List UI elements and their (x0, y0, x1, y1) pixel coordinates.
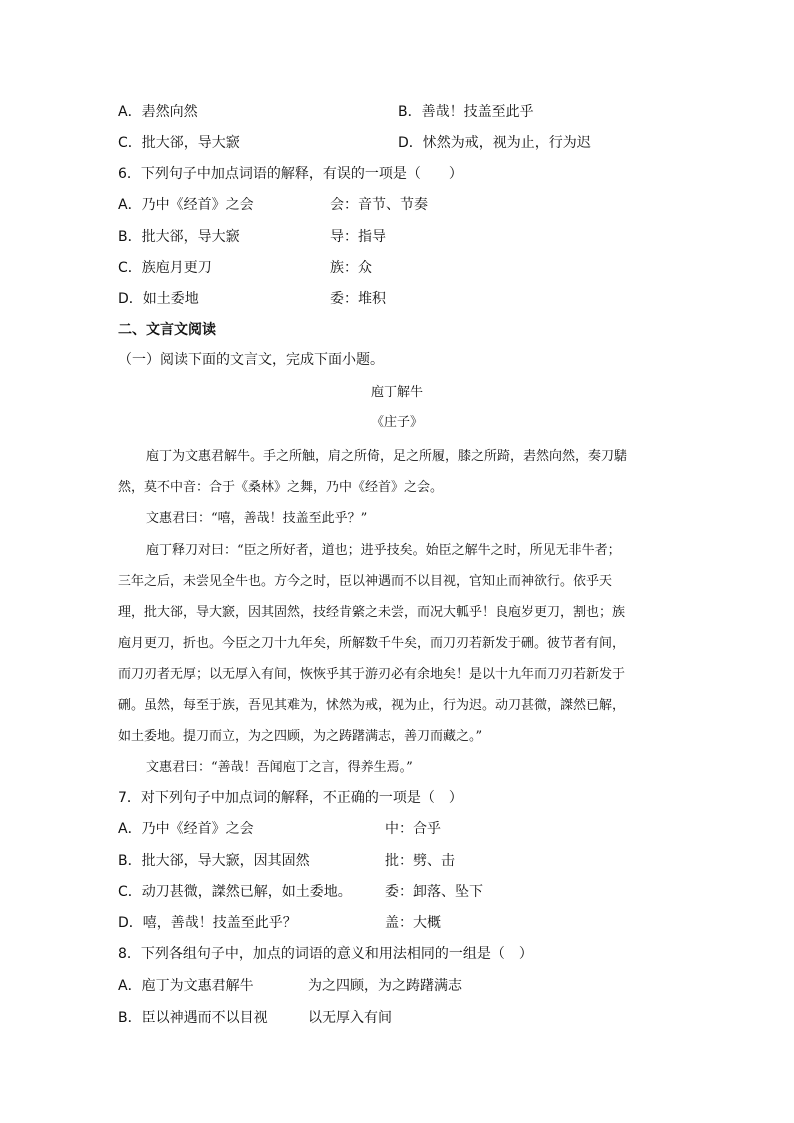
q7-option-b-gloss: 批：劈、击 (385, 853, 455, 869)
passage-line: 三年之后，未尝见全牛也。方今之时，臣以神遇而不以目视，官知止而神欲行。依乎天 (118, 574, 613, 589)
passage-line: 庖丁为文惠君解牛。手之所触，肩之所倚，足之所履，膝之所踦，砉然向然，奏刀騞 (146, 449, 628, 464)
q7-stem: 7．对下列句子中加点词的解释，不正确的一项是（ ） (118, 790, 463, 806)
q8-stem: 8．下列各组句子中，加点的词语的意义和用法相同的一组是（ ） (118, 946, 533, 962)
passage-title: 庖丁解牛 (370, 385, 423, 400)
passage-line: 然，莫不中音：合于《桑林》之舞，乃中《经首》之会。 (118, 480, 444, 495)
passage-line: 庖月更刀，折也。今臣之刀十九年矣，所解数千牛矣，而刀刃若新发于硎。彼节者有间， (118, 636, 626, 651)
passage-line: 庖丁释刀对曰：“臣之所好者，道也；进乎技矣。始臣之解牛之时，所见无非牛者； (146, 543, 621, 558)
q5-option-d: D．怵然为戒，视为止，行为迟 (398, 135, 591, 151)
q8-option-b: B．臣以神遇而不以目视 (118, 1010, 268, 1026)
q8-option-a-pair: 为之四顾，为之踌躇满志 (308, 978, 462, 994)
passage-line: 文惠君曰：“善哉！吾闻庖丁之言，得养生焉。” (146, 760, 413, 775)
q7-option-c-gloss: 委：卸落、坠下 (385, 884, 483, 900)
section-intro: （一）阅读下面的文言文，完成下面小题。 (118, 352, 384, 368)
passage-line: 硎。虽然，每至于族，吾见其难为，怵然为戒，视为止，行为迟。动刀甚微，謋然已解， (118, 698, 626, 713)
q7-option-a: A．乃中《经首》之会 (118, 821, 254, 837)
passage-line: 文惠君曰：“嘻，善哉！技盖至此乎？” (146, 511, 368, 526)
q8-option-b-pair: 以无厚入有间 (308, 1010, 392, 1026)
q7-option-a-gloss: 中：合乎 (385, 821, 441, 837)
passage-line: 而刀刃者无厚；以无厚入有间，恢恢乎其于游刃必有余地矣！是以十九年而刀刃若新发于 (118, 667, 626, 682)
q6-option-d: D．如土委地 (118, 291, 199, 307)
q5-option-a: A．砉然向然 (118, 104, 198, 120)
q6-option-c: C．族庖月更刀 (118, 260, 212, 276)
q8-option-a: A．庖丁为文惠君解牛 (118, 978, 254, 994)
section-heading: 二、文言文阅读 (118, 322, 216, 338)
passage-source: 《庄子》 (370, 415, 423, 430)
q6-option-c-gloss: 族：众 (330, 260, 372, 276)
q6-option-a: A．乃中《经首》之会 (118, 197, 254, 213)
q5-option-b: B．善哉！技盖至此乎 (398, 104, 534, 120)
q6-stem: 6．下列句子中加点词语的解释，有误的一项是（ ） (118, 166, 463, 182)
passage-line: 理，批大郤，导大窾，因其固然，技经肯綮之未尝，而况大軱乎！良庖岁更刀，割也；族 (118, 605, 626, 620)
q7-option-c: C．动刀甚微，謋然已解，如土委地。 (118, 884, 352, 900)
passage-line: 如土委地。提刀而立，为之四顾，为之踌躇满志，善刀而藏之。” (118, 729, 483, 744)
q7-option-d: D．嘻，善哉！技盖至此乎？ (118, 915, 297, 931)
q7-option-d-gloss: 盖：大概 (385, 915, 441, 931)
q6-option-b-gloss: 导：指导 (330, 229, 386, 245)
q6-option-b: B．批大郤，导大窾 (118, 229, 240, 245)
q7-option-b: B．批大郤，导大窾，因其固然 (118, 853, 310, 869)
q5-option-c: C．批大郤，导大窾 (118, 135, 240, 151)
q6-option-d-gloss: 委：堆积 (330, 291, 386, 307)
q6-option-a-gloss: 会：音节、节奏 (330, 197, 428, 213)
